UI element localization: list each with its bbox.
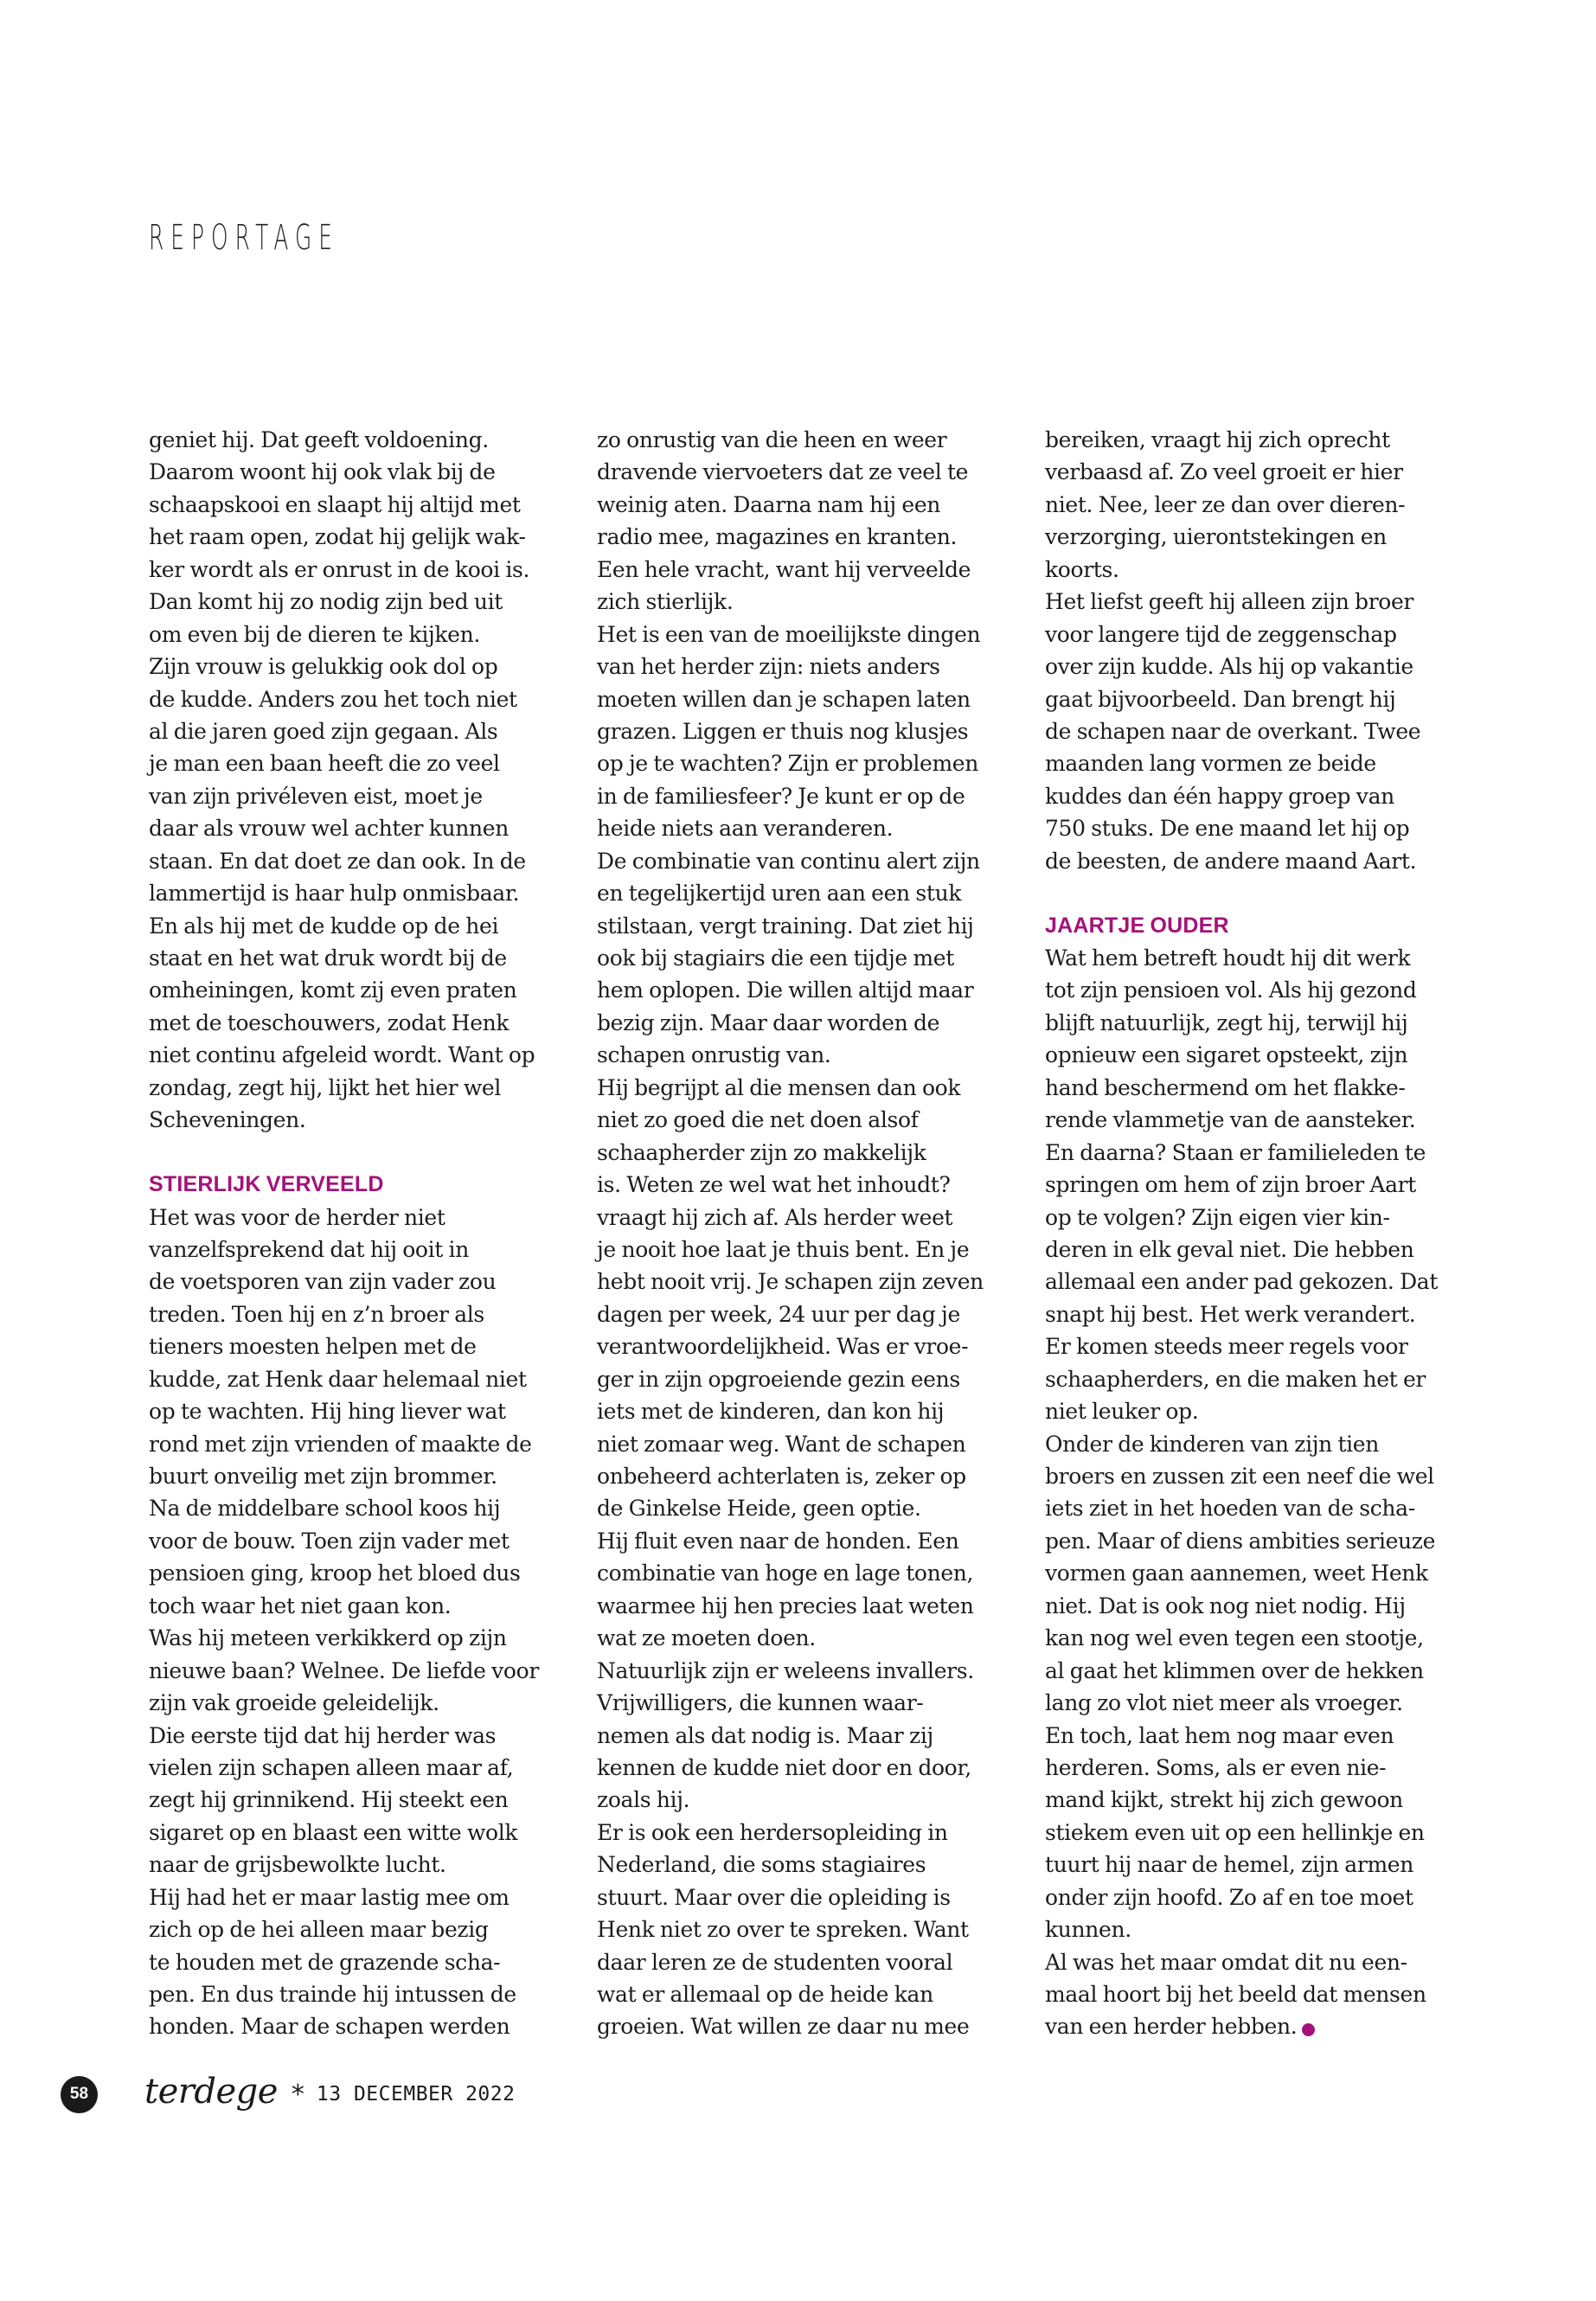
text-line: Wat hem betreft houdt hij dit werk	[1045, 945, 1411, 971]
text-line: al die jaren goed zijn gegaan. Als	[149, 718, 498, 744]
text-line: blijft natuurlijk, zegt hij, terwijl hij	[1045, 1009, 1408, 1035]
text-line: schaapherder zijn zo makkelijk	[597, 1139, 926, 1165]
text-line: grazen. Liggen er thuis nog klusjes	[597, 718, 969, 744]
text-line: ook bij stagiairs die een tijdje met	[597, 945, 954, 971]
text-line: Het liefst geeft hij alleen zijn broer	[1045, 589, 1414, 615]
text-line: Daarom woont hij ook vlak bij de	[149, 459, 496, 485]
text-line: verantwoordelijkheid. Was er vroe-	[597, 1334, 969, 1360]
text-line: herderen. Soms, als er even nie-	[1045, 1754, 1387, 1780]
text-line: kunnen.	[1045, 1917, 1131, 1943]
magazine-logo: terdege	[144, 2072, 278, 2112]
text-line: op je te wachten? Zijn er problemen	[597, 751, 978, 777]
text-line: voor de bouw. Toen zijn vader met	[149, 1528, 510, 1554]
text-line: schaapskooi en slaapt hij altijd met	[149, 491, 521, 517]
text-line: Was hij meteen verkikkerd op zijn	[149, 1625, 507, 1651]
text-line: verzorging, uierontstekingen en	[1045, 524, 1387, 550]
text-line: sigaret op en blaast een witte wolk	[149, 1819, 518, 1845]
text-line: met de toeschouwers, zodat Henk	[149, 1009, 510, 1035]
text-line: 750 stuks. De ene maand let hij op	[1045, 816, 1410, 842]
text-line: En als hij met de kudde op de hei	[149, 913, 499, 939]
text-line: niet continu afgeleid wordt. Want op	[149, 1042, 535, 1068]
text-line: geniet hij. Dat geeft voldoening.	[149, 427, 489, 452]
text-line: verbaasd af. Zo veel groeit er hier	[1045, 459, 1403, 485]
text-line: Hij begrijpt al die mensen dan ook	[597, 1074, 961, 1100]
text-line: daar leren ze de studenten vooral	[597, 1949, 953, 1975]
text-line: is. Weten ze wel wat het inhoudt?	[597, 1172, 951, 1198]
text-line: radio mee, magazines en kranten.	[597, 524, 958, 550]
text-line: pen. En dus trainde hij intussen de	[149, 1982, 516, 2007]
text-line: vielen zijn schapen alleen maar af,	[149, 1754, 514, 1780]
text-line: dagen per week, 24 uur per dag je	[597, 1301, 960, 1327]
page-number: 58	[61, 2076, 98, 2113]
text-line: Een hele vracht, want hij verveelde	[597, 556, 971, 582]
subheading: JAARTJE OUDER	[1045, 913, 1229, 938]
text-line: staat en het wat druk wordt bij de	[149, 945, 507, 971]
text-line: Dan komt hij zo nodig zijn bed uit	[149, 589, 503, 615]
text-line: snapt hij best. Het werk verandert.	[1045, 1301, 1416, 1327]
text-line: tot zijn pensioen vol. Als hij gezond	[1045, 977, 1417, 1003]
text-line: heide niets aan veranderen.	[597, 816, 894, 842]
text-line: je nooit hoe laat je thuis bent. En je	[597, 1236, 970, 1262]
text-line: onder zijn hoofd. Zo af en toe moet	[1045, 1884, 1413, 1910]
text-line: Hij fluit even naar de honden. Een	[597, 1528, 959, 1554]
text-line: De combinatie van continu alert zijn	[597, 848, 980, 874]
text-line: combinatie van hoge en lage tonen,	[597, 1561, 974, 1586]
text-line: hem oplopen. Die willen altijd maar	[597, 977, 974, 1003]
text-line: vraagt hij zich af. Als herder weet	[597, 1204, 953, 1230]
text-line: lammertijd is haar hulp onmisbaar.	[149, 881, 520, 907]
text-line: bezig zijn. Maar daar worden de	[597, 1009, 940, 1035]
text-line: koorts.	[1045, 556, 1119, 582]
text-line: nieuwe baan? Welnee. De liefde voor	[149, 1657, 539, 1683]
text-line: je man een baan heeft die zo veel	[149, 751, 500, 777]
paragraph-gap	[149, 1137, 581, 1169]
text-line: Zijn vrouw is gelukkig ook dol op	[149, 654, 498, 680]
text-line: waarmee hij hen precies laat weten	[597, 1593, 974, 1618]
text-line: En toch, laat hem nog maar even	[1045, 1722, 1394, 1748]
text-line: rende vlammetje van de aansteker.	[1045, 1107, 1416, 1133]
text-line: dravende viervoeters dat ze veel te	[597, 459, 969, 485]
text-line: op te volgen? Zijn eigen vier kin-	[1045, 1204, 1390, 1230]
text-line: Onder de kinderen van zijn tien	[1045, 1431, 1380, 1457]
text-line: lang zo vlot niet meer als vroeger.	[1045, 1690, 1403, 1716]
text-line: buurt onveilig met zijn brommer.	[149, 1464, 497, 1489]
text-line: zich stierlijk.	[597, 589, 734, 615]
text-line: naar de grijsbewolkte lucht.	[149, 1852, 446, 1878]
text-line: schapen onrustig van.	[597, 1042, 831, 1068]
text-line: ger in zijn opgroeiende gezin eens	[597, 1366, 960, 1392]
text-line: van een herder hebben.	[1045, 2010, 1477, 2042]
issue-date: 13 DECEMBER 2022	[316, 2083, 516, 2106]
text-line: maal hoort bij het beeld dat mensen	[1045, 1982, 1426, 2007]
article-column-3	[1045, 424, 1477, 2043]
text-line: Er is ook een herdersopleiding in	[597, 1819, 948, 1845]
text-line: Vrijwilligers, die kunnen waar-	[597, 1690, 924, 1716]
text-line: tuurt hij naar de hemel, zijn armen	[1045, 1852, 1414, 1878]
paragraph-gap	[1045, 877, 1477, 909]
text-line: Er komen steeds meer regels voor	[1045, 1334, 1408, 1360]
asterisk-icon: *	[291, 2079, 304, 2110]
text-line: zo onrustig van die heen en weer	[597, 427, 947, 452]
text-line: en tegelijkertijd uren aan een stuk	[597, 881, 962, 907]
text-line: van zijn privéleven eist, moet je	[149, 783, 483, 809]
text-line: maanden lang vormen ze beide	[1045, 751, 1376, 777]
text-line: springen om hem of zijn broer Aart	[1045, 1172, 1416, 1198]
text-line: niet. Dat is ook nog niet nodig. Hij	[1045, 1593, 1406, 1618]
article-column-1	[149, 424, 581, 2043]
text-line: iets met de kinderen, dan kon hij	[597, 1399, 945, 1425]
article-column-2	[597, 424, 1029, 2043]
text-line: treden. Toen hij en z’n broer als	[149, 1301, 484, 1327]
text-line: zich op de hei alleen maar bezig	[149, 1917, 489, 1943]
text-line: En daarna? Staan er familieleden te	[1045, 1139, 1426, 1165]
text-line: om even bij de dieren te kijken.	[149, 621, 480, 647]
text-line: de beesten, de andere maand Aart.	[1045, 848, 1417, 874]
text-line: Na de middelbare school koos hij	[149, 1496, 501, 1522]
text-line: zegt hij grinnikend. Hij steekt een	[149, 1787, 509, 1813]
text-line: vanzelfsprekend dat hij ooit in	[149, 1236, 469, 1262]
text-line: vormen gaan aannemen, weet Henk	[1045, 1561, 1428, 1586]
text-line: hand beschermend om het flakke-	[1045, 1074, 1406, 1100]
text-line: onbeheerd achterlaten is, zeker op	[597, 1464, 966, 1489]
text-line: Natuurlijk zijn er weleens invallers.	[597, 1657, 974, 1683]
text-line: ker wordt als er onrust in de kooi is.	[149, 556, 530, 582]
text-line: rond met zijn vrienden of maakte de	[149, 1431, 532, 1457]
text-line: iets ziet in het hoeden van de scha-	[1045, 1496, 1415, 1522]
text-line: daar als vrouw wel achter kunnen	[149, 816, 509, 842]
text-line: op te wachten. Hij hing liever wat	[149, 1399, 506, 1425]
text-line: van het herder zijn: niets anders	[597, 654, 940, 680]
text-line: pensioen ging, kroop het bloed dus	[149, 1561, 521, 1586]
text-line: Het is een van de moeilijkste dingen	[597, 621, 981, 647]
page-footer	[61, 2073, 515, 2116]
text-line: groeien. Wat willen ze daar nu mee	[597, 2014, 970, 2040]
text-line: de Ginkelse Heide, geen optie.	[597, 1496, 921, 1522]
text-line: nemen als dat nodig is. Maar zij	[597, 1722, 933, 1748]
text-line: Nederland, die soms stagiaires	[597, 1852, 926, 1878]
text-line: kennen de kudde niet door en door,	[597, 1754, 971, 1780]
end-of-article-icon	[1302, 2023, 1315, 2036]
text-line: opnieuw een sigaret opsteekt, zijn	[1045, 1042, 1408, 1068]
text-line: Scheveningen.	[149, 1107, 306, 1133]
text-line: kuddes dan één happy groep van	[1045, 783, 1394, 809]
text-line: de voetsporen van zijn vader zou	[149, 1269, 497, 1295]
subheading: STIERLIJK VERVEELD	[149, 1172, 384, 1197]
text-line: Al was het maar omdat dit nu een-	[1045, 1949, 1407, 1975]
text-line: tieners moesten helpen met de	[149, 1334, 477, 1360]
text-line: weinig aten. Daarna nam hij een	[597, 491, 941, 517]
text-line: schaapherders, en die maken het er	[1045, 1366, 1426, 1392]
text-line: kan nog wel even tegen een stootje,	[1045, 1625, 1424, 1651]
text-line: zoals hij.	[597, 1787, 690, 1813]
text-line: stuurt. Maar over die opleiding is	[597, 1884, 951, 1910]
text-line: honden. Maar de schapen werden	[149, 2014, 510, 2040]
text-line: te houden met de grazende scha-	[149, 1949, 501, 1975]
section-label: REPORTAGE	[149, 218, 339, 258]
text-line: kudde, zat Henk daar helemaal niet	[149, 1366, 527, 1392]
text-line: pen. Maar of diens ambities serieuze	[1045, 1528, 1436, 1554]
text-line: omheiningen, komt zij even praten	[149, 977, 517, 1003]
text-line: de schapen naar de overkant. Twee	[1045, 718, 1421, 744]
text-line: al gaat het klimmen over de hekken	[1045, 1657, 1424, 1683]
text-line: hebt nooit vrij. Je schapen zijn zeven	[597, 1269, 984, 1295]
text-line: broers en zussen zit een neef die wel	[1045, 1464, 1434, 1489]
text-line: mand kijkt, strekt hij zich gewoon	[1045, 1787, 1403, 1813]
text-line: moeten willen dan je schapen laten	[597, 686, 971, 712]
text-line: Henk niet zo over te spreken. Want	[597, 1917, 969, 1943]
text-line: over zijn kudde. Als hij op vakantie	[1045, 654, 1413, 680]
text-line: voor langere tijd de zeggenschap	[1045, 621, 1397, 647]
text-line: niet leuker op.	[1045, 1399, 1199, 1425]
text-line: niet. Nee, leer ze dan over dieren-	[1045, 491, 1406, 517]
text-line: gaat bijvoorbeeld. Dan brengt hij	[1045, 686, 1396, 712]
text-line: niet zo goed die net doen alsof	[597, 1107, 919, 1133]
text-line: wat er allemaal op de heide kan	[597, 1982, 933, 2007]
text-line: zondag, zegt hij, lijkt het hier wel	[149, 1074, 501, 1100]
text-line: zijn vak groeide geleidelijk.	[149, 1690, 439, 1716]
text-line: Hij had het er maar lastig mee om	[149, 1884, 510, 1910]
text-line: niet zomaar weg. Want de schapen	[597, 1431, 966, 1457]
text-line: stiekem even uit op een hellinkje en	[1045, 1819, 1425, 1845]
text-line: Het was voor de herder niet	[149, 1204, 445, 1230]
text-line: Die eerste tijd dat hij herder was	[149, 1722, 497, 1748]
text-line: toch waar het niet gaan kon.	[149, 1593, 452, 1618]
text-line: in de familiesfeer? Je kunt er op de	[597, 783, 965, 809]
text-line: staan. En dat doet ze dan ook. In de	[149, 848, 526, 874]
text-line: stilstaan, vergt training. Dat ziet hij	[597, 913, 974, 939]
text-line: de kudde. Anders zou het toch niet	[149, 686, 517, 712]
text-line: deren in elk geval niet. Die hebben	[1045, 1236, 1414, 1262]
text-line: het raam open, zodat hij gelijk wak-	[149, 524, 526, 550]
text-line: allemaal een ander pad gekozen. Dat	[1045, 1269, 1439, 1295]
text-line: bereiken, vraagt hij zich oprecht	[1045, 427, 1390, 452]
text-line: wat ze moeten doen.	[597, 1625, 816, 1651]
